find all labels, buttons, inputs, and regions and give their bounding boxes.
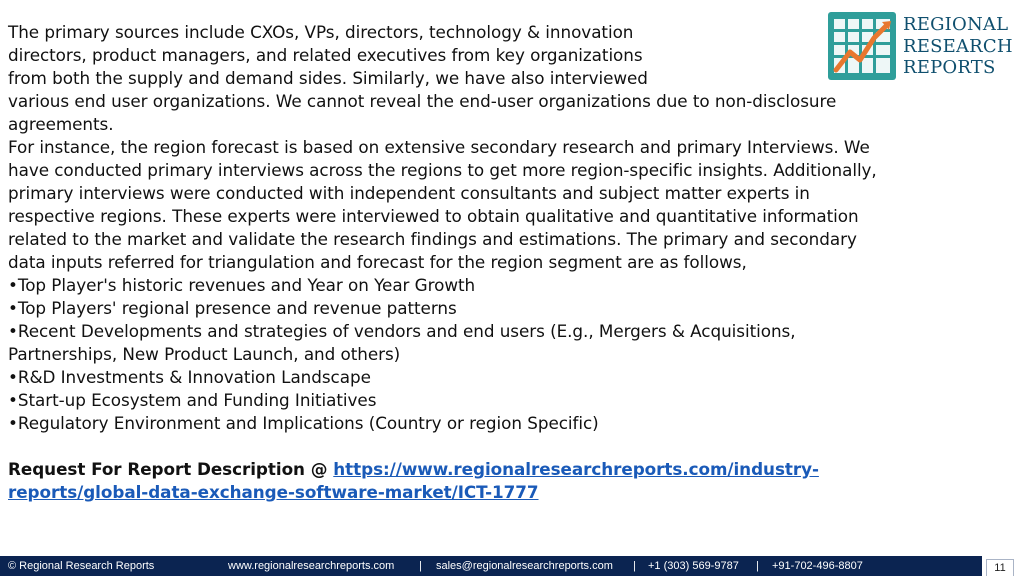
bullet-icon: •	[8, 390, 18, 410]
list-item-text: Start-up Ecosystem and Funding Initiatives	[17, 390, 377, 410]
footer-separator: |	[633, 560, 636, 572]
list-item	[8, 274, 1020, 297]
region-line: respective regions. These experts were interviewed to obtain qualitative and quantitative information	[8, 206, 859, 226]
list-item	[8, 366, 1020, 389]
list-item	[8, 320, 1020, 366]
bullet-icon: •	[8, 298, 18, 318]
footer-bar	[0, 556, 982, 576]
report-link[interactable]: https://www.regionalresearchreports.com/industry-	[333, 459, 819, 479]
region-line: data inputs referred for triangulation and forecast for the region segment are as follows,	[8, 252, 747, 272]
logo-line: RESEARCH	[903, 35, 1013, 57]
request-label: Request For Report Description @	[8, 459, 334, 479]
request-section	[8, 458, 1020, 504]
intro-line: directors, product managers, and related executives from key organizations	[8, 45, 643, 65]
intro-line: agreements.	[8, 114, 114, 134]
intro-paragraph	[8, 21, 837, 136]
list-item	[8, 412, 1020, 435]
region-line: For instance, the region forecast is based on extensive secondary research and primary Interviews. We	[8, 137, 870, 157]
list-item-text: R&D Investments & Innovation Landscape	[17, 367, 371, 387]
intro-line: from both the supply and demand sides. Similarly, we have also interviewed	[8, 68, 648, 88]
list-item-text: Top Players' regional presence and revenue patterns	[17, 298, 457, 318]
list-item-text-continued: Partnerships, New Product Launch, and others)	[8, 344, 401, 364]
footer-phone-india: +91-702-496-8807	[772, 560, 863, 572]
region-line: related to the market and validate the research findings and estimations. The primary and secondary	[8, 229, 857, 249]
chart-growth-icon	[828, 12, 896, 80]
page-number: 11	[986, 559, 1014, 576]
document-body	[8, 21, 1020, 504]
bullet-icon: •	[8, 367, 18, 387]
company-logo	[828, 12, 1018, 82]
intro-line: The primary sources include CXOs, VPs, directors, technology & innovation	[8, 22, 634, 42]
region-line: primary interviews were conducted with independent consultants and subject matter experts in	[8, 183, 810, 203]
footer-website-link[interactable]: www.regionalresearchreports.com	[228, 560, 395, 572]
region-paragraph	[8, 136, 1020, 274]
bullet-icon: •	[8, 321, 18, 341]
report-link-continued[interactable]: reports/global-data-exchange-software-market/ICT-1777	[8, 482, 539, 502]
list-item	[8, 389, 1020, 412]
footer-separator: |	[756, 560, 759, 572]
list-item-text: Top Player's historic revenues and Year on Year Growth	[17, 275, 476, 295]
bullet-icon: •	[8, 275, 18, 295]
list-item-text: Regulatory Environment and Implications (Country or region Specific)	[17, 413, 599, 433]
logo-line: REGIONAL	[903, 14, 1009, 35]
list-item	[8, 297, 1020, 320]
data-inputs-list	[8, 274, 1020, 435]
footer-phone-us: +1 (303) 569-9787	[648, 560, 739, 572]
footer-separator: |	[419, 560, 422, 572]
footer-copyright: © Regional Research Reports	[8, 560, 155, 572]
intro-line: various end user organizations. We cannot reveal the end-user organizations due to non-disclosure	[8, 91, 837, 111]
logo-wordmark	[903, 14, 1013, 79]
list-item-text: Recent Developments and strategies of vendors and end users (E.g., Mergers & Acquisitions,	[17, 321, 796, 341]
footer-email-link[interactable]: sales@regionalresearchreports.com	[436, 560, 613, 572]
logo-line: REPORTS	[903, 57, 996, 78]
region-line: have conducted primary interviews across the regions to get more region-specific insights. Additionally,	[8, 160, 877, 180]
bullet-icon: •	[8, 413, 18, 433]
